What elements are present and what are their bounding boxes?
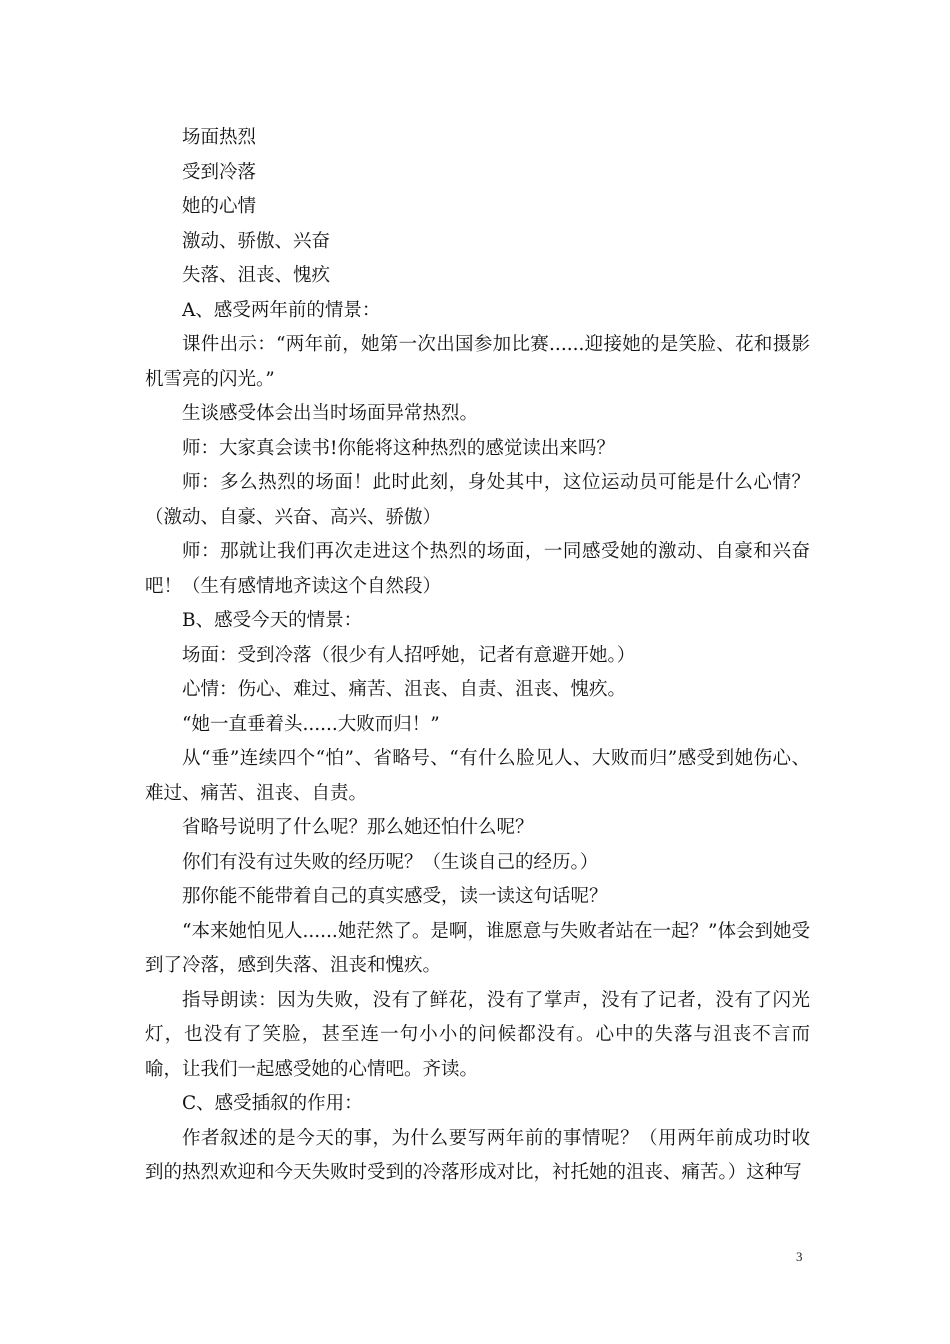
paragraph: “她一直垂着头......大败而归！” xyxy=(182,713,440,735)
paragraph: 受到冷落 xyxy=(182,161,257,183)
section-heading: B、感受今天的情景： xyxy=(182,610,363,631)
paragraph: 生谈感受体会出当时场面异常热烈。 xyxy=(182,403,479,424)
paragraph: 她的心情 xyxy=(182,196,257,217)
paragraph: 激动、骄傲、兴奋 xyxy=(182,230,331,252)
paragraph: 失落、沮丧、愧疚 xyxy=(182,265,331,286)
paragraph: 师：多么热烈的场面！此时此刻，身处其中，这位运动员可能是什么心情？（激动、自豪、兴奋、高兴、骄傲） xyxy=(145,472,810,528)
document-body xyxy=(145,121,810,1191)
paragraph: 心情：伤心、难过、痛苦、沮丧、自责、沮丧、愧疚。 xyxy=(182,679,627,700)
paragraph: 师：大家真会读书!你能将这种热烈的感觉读出来吗？ xyxy=(182,437,615,459)
paragraph: 作者叙述的是今天的事，为什么要写两年前的事情呢？（用两年前成功时收到的热烈欢迎和今天失败时受到的冷落形成对比，衬托她的沮丧、痛苦。）这种写 xyxy=(145,1127,810,1183)
paragraph: “本来她怕见人......她茫然了。是啊，谁愿意与失败者站在一起？”体会到她受到了冷落，感到失落、沮丧和愧疚。 xyxy=(145,920,810,976)
paragraph: 指导朗读：因为失败，没有了鲜花，没有了掌声，没有了记者，没有了闪光灯，也没有了笑脸，甚至连一句小小的问候都没有。心中的失落与沮丧不言而喻，让我们一起感受她的心情吧。齐读。 xyxy=(145,989,810,1080)
section-heading: A、感受两年前的情景： xyxy=(182,299,381,321)
page-number: 3 xyxy=(796,1249,803,1264)
paragraph: 课件出示：“两年前，她第一次出国参加比赛......迎接她的是笑脸、花和摄影机雪亮的闪光。” xyxy=(145,334,810,390)
paragraph: 省略号说明了什么呢？那么她还怕什么呢？ xyxy=(182,817,534,838)
paragraph: 从“垂”连续四个“怕”、省略号、“有什么脸见人、大败而归”感受到她伤心、难过、痛苦、沮丧、自责。 xyxy=(145,748,810,804)
paragraph: 场面：受到冷落（很少有人招呼她，记者有意避开她。） xyxy=(182,644,636,666)
paragraph: 你们有没有过失败的经历呢？（生谈自己的经历。） xyxy=(182,851,599,873)
section-heading: C、感受插叙的作用： xyxy=(182,1093,363,1114)
paragraph: 那你能不能带着自己的真实感受，读一读这句话呢？ xyxy=(182,886,608,907)
paragraph: 师：那就让我们再次走进这个热烈的场面，一同感受她的激动、自豪和兴奋吧！（生有感情地齐读这个自然段） xyxy=(145,541,810,597)
paragraph: 场面热烈 xyxy=(182,127,257,148)
